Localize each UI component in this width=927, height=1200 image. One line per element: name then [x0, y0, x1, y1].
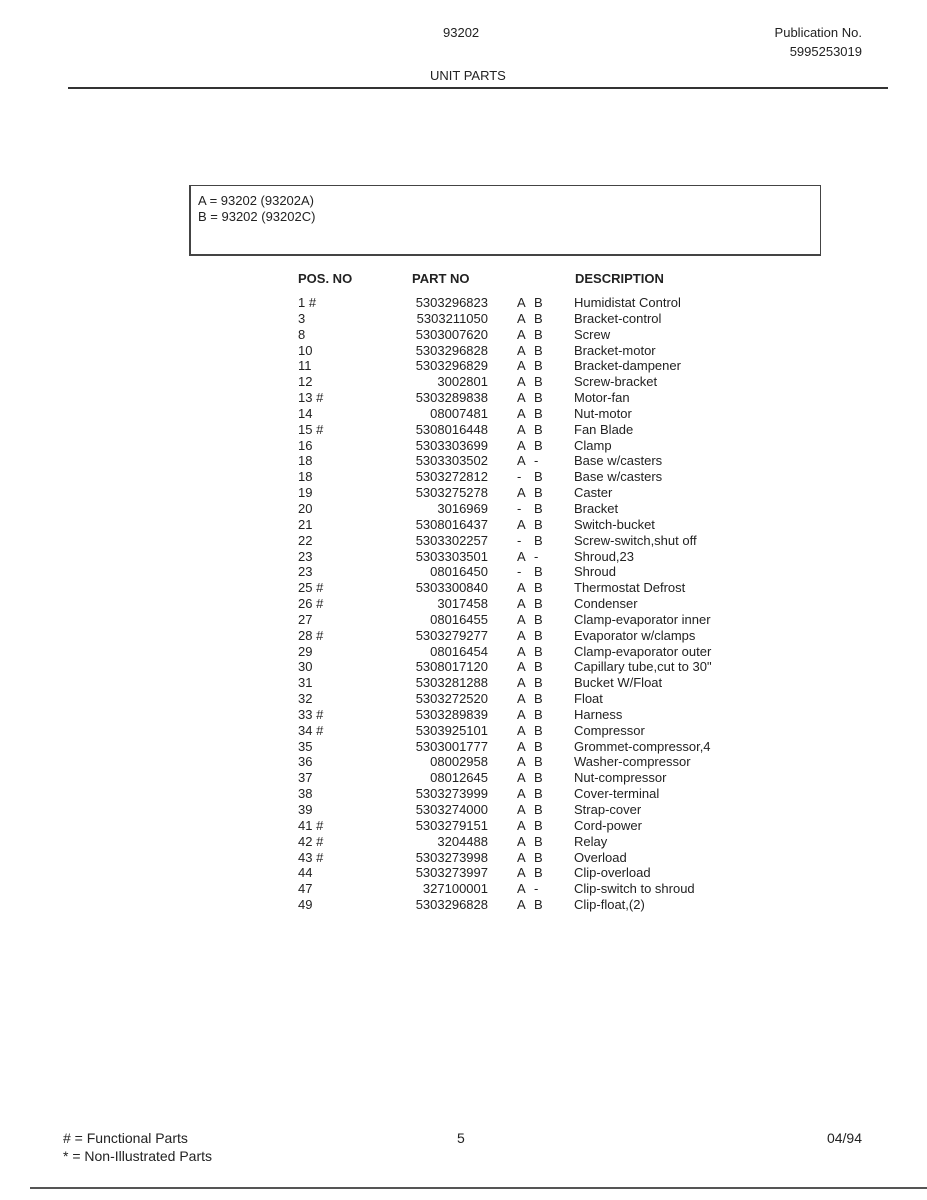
- model-a-cell: A: [517, 326, 526, 342]
- model-a-cell: A: [517, 770, 526, 786]
- pos-cell: 1 #: [298, 295, 317, 310]
- pos-cell: 23: [298, 564, 313, 580]
- part-number-cell: 5308016437: [415, 516, 488, 532]
- model-a-cell: A: [517, 643, 526, 659]
- pos-cell: 30: [298, 659, 313, 675]
- part-number-cell: 5303281288: [415, 675, 488, 691]
- pos-cell: 8: [298, 326, 306, 342]
- description-cell: Clamp-evaporator outer: [574, 643, 712, 659]
- model-number: 93202: [443, 25, 480, 40]
- pos-cell: 29: [298, 643, 313, 659]
- model-b-cell: B: [534, 754, 543, 770]
- table-row: [0, 343, 927, 359]
- part-number-cell: 5303925101: [415, 722, 488, 738]
- part-number-cell: 08012645: [430, 770, 488, 786]
- legend-line-a: A = 93202 (93202A): [198, 193, 315, 208]
- description-cell: Cover-terminal: [574, 786, 660, 802]
- description-cell: Clamp-evaporator inner: [574, 611, 711, 627]
- table-row: [0, 453, 927, 469]
- publication-label: Publication No.: [774, 25, 862, 40]
- description-cell: Caster: [574, 485, 613, 501]
- model-a-cell: A: [517, 849, 526, 865]
- model-b-cell: B: [534, 580, 543, 596]
- model-b-cell: B: [534, 437, 543, 453]
- pos-cell: 21: [298, 516, 313, 532]
- table-row: [0, 438, 927, 454]
- table-row: [0, 469, 927, 485]
- pos-cell: 44: [298, 865, 313, 881]
- table-row: [0, 691, 927, 707]
- part-number-cell: 327100001: [422, 881, 488, 897]
- model-a-cell: A: [517, 453, 526, 469]
- part-number-cell: 5303300840: [415, 580, 488, 596]
- model-a-cell: A: [517, 881, 526, 897]
- description-cell: Clip-overload: [574, 865, 651, 881]
- pos-cell: 12: [298, 374, 313, 390]
- description-cell: Switch-bucket: [574, 516, 655, 532]
- pos-cell: 11: [298, 358, 312, 374]
- pos-cell: 19: [298, 485, 313, 501]
- part-number-cell: 3017458: [437, 596, 488, 612]
- model-b-cell: B: [534, 596, 543, 612]
- pos-cell: 36: [298, 754, 313, 770]
- model-a-cell: A: [517, 390, 526, 406]
- model-a-cell: A: [517, 865, 526, 881]
- part-number-cell: 5308016448: [415, 421, 488, 437]
- model-b-cell: B: [534, 532, 543, 548]
- model-a-cell: A: [517, 516, 526, 532]
- description-cell: Clip-float,(2): [574, 897, 645, 913]
- part-number-cell: 5303296828: [415, 342, 488, 358]
- part-number-cell: 3204488: [437, 833, 488, 849]
- description-cell: Bucket W/Float: [574, 675, 663, 691]
- part-number-cell: 3016969: [437, 500, 488, 516]
- table-row: [0, 628, 927, 644]
- pos-cell: 42 #: [298, 833, 324, 849]
- table-row: [0, 327, 927, 343]
- model-a-cell: A: [517, 374, 526, 390]
- model-a-cell: A: [517, 437, 526, 453]
- model-b-cell: B: [534, 706, 543, 722]
- part-number-cell: 5303273999: [415, 786, 488, 802]
- table-row: [0, 596, 927, 612]
- pos-cell: 35: [298, 738, 313, 754]
- model-b-cell: B: [534, 802, 543, 817]
- table-row: [0, 549, 927, 565]
- table-row: [0, 818, 927, 834]
- pos-cell: 33 #: [298, 706, 324, 722]
- table-row: [0, 485, 927, 501]
- part-number-cell: 5303279151: [415, 817, 488, 833]
- model-b-cell: B: [534, 421, 543, 437]
- pos-cell: 22: [298, 532, 313, 548]
- table-row: [0, 311, 927, 327]
- description-cell: Float: [574, 691, 603, 707]
- footer-divider: [30, 1187, 927, 1189]
- part-number-cell: 08016450: [430, 564, 488, 580]
- part-number-cell: 5303296823: [415, 295, 488, 310]
- part-number-cell: 5303007620: [415, 326, 488, 342]
- model-a-cell: -: [517, 469, 522, 485]
- pos-cell: 10: [298, 342, 313, 358]
- model-b-cell: B: [534, 817, 543, 833]
- model-b-cell: B: [534, 326, 543, 342]
- column-header-part: PART NO: [412, 271, 470, 286]
- description-cell: Grommet-compressor,4: [574, 738, 711, 754]
- model-a-cell: A: [517, 722, 526, 738]
- model-b-cell: -: [534, 548, 539, 564]
- description-cell: Capillary tube,cut to 30": [574, 659, 712, 675]
- model-b-cell: B: [534, 849, 543, 865]
- part-number-cell: 3002801: [437, 374, 488, 390]
- table-row: [0, 897, 927, 913]
- pos-cell: 27: [298, 611, 313, 627]
- table-row: [0, 834, 927, 850]
- table-row: [0, 422, 927, 438]
- model-a-cell: A: [517, 754, 526, 770]
- model-b-cell: B: [534, 833, 543, 849]
- publication-date: 04/94: [826, 1130, 862, 1146]
- table-row: [0, 358, 927, 374]
- model-b-cell: B: [534, 659, 543, 675]
- model-a-cell: A: [517, 405, 526, 421]
- model-b-cell: B: [534, 485, 543, 501]
- pos-cell: 15 #: [298, 421, 324, 437]
- description-cell: Humidistat Control: [574, 295, 681, 310]
- model-b-cell: B: [534, 643, 543, 659]
- pos-cell: 28 #: [298, 627, 324, 643]
- model-b-cell: B: [534, 516, 543, 532]
- model-a-cell: A: [517, 833, 526, 849]
- part-number-cell: 5303211050: [416, 310, 488, 326]
- model-b-cell: B: [534, 295, 543, 310]
- model-a-cell: A: [517, 627, 526, 643]
- table-row: [0, 675, 927, 691]
- pos-cell: 34 #: [298, 722, 324, 738]
- model-a-cell: A: [517, 295, 526, 310]
- description-cell: Overload: [574, 849, 627, 865]
- table-row: [0, 754, 927, 770]
- table-row: [0, 881, 927, 897]
- part-number-cell: 5303272812: [415, 469, 488, 485]
- description-cell: Nut-motor: [574, 405, 632, 421]
- table-row: [0, 533, 927, 549]
- model-b-cell: B: [534, 722, 543, 738]
- model-b-cell: B: [534, 310, 543, 326]
- description-cell: Relay: [574, 833, 608, 849]
- description-cell: Bracket-dampener: [574, 358, 681, 374]
- table-row: [0, 295, 927, 311]
- part-number-cell: 5303274000: [415, 802, 488, 817]
- part-number-cell: 5303296828: [415, 897, 488, 913]
- table-row: [0, 723, 927, 739]
- description-cell: Nut-compressor: [574, 770, 667, 786]
- model-a-cell: A: [517, 691, 526, 707]
- part-number-cell: 5303303502: [415, 453, 488, 469]
- pos-cell: 47: [298, 881, 313, 897]
- model-b-cell: -: [534, 881, 539, 897]
- table-row: [0, 612, 927, 628]
- model-b-cell: -: [534, 453, 539, 469]
- footnote-functional: # = Functional Parts: [63, 1130, 188, 1146]
- table-row: [0, 580, 927, 596]
- table-row: [0, 390, 927, 406]
- part-number-cell: 5303303699: [415, 437, 488, 453]
- description-cell: Base w/casters: [574, 453, 663, 469]
- model-b-cell: B: [534, 469, 543, 485]
- page-number: 5: [457, 1130, 465, 1146]
- footnote-non-illustrated: * = Non-Illustrated Parts: [63, 1148, 213, 1164]
- table-row: [0, 374, 927, 390]
- model-legend-box: [189, 185, 821, 256]
- part-number-cell: 08016455: [430, 611, 488, 627]
- pos-cell: 16: [298, 437, 313, 453]
- model-a-cell: A: [517, 897, 526, 913]
- table-row: [0, 644, 927, 660]
- model-b-cell: B: [534, 738, 543, 754]
- model-b-cell: B: [534, 627, 543, 643]
- part-number-cell: 5303296829: [415, 358, 488, 374]
- model-b-cell: B: [534, 786, 543, 802]
- description-cell: Clamp: [574, 437, 612, 453]
- part-number-cell: 5303272520: [415, 691, 488, 707]
- description-cell: Condenser: [574, 596, 638, 612]
- pos-cell: 38: [298, 786, 313, 802]
- table-row: [0, 850, 927, 866]
- pos-cell: 13 #: [298, 390, 324, 406]
- pos-cell: 18: [298, 453, 313, 469]
- description-cell: Bracket-control: [574, 310, 662, 326]
- table-row: [0, 739, 927, 755]
- table-row: [0, 865, 927, 881]
- description-cell: Strap-cover: [574, 802, 642, 817]
- pos-cell: 3: [298, 310, 306, 326]
- model-a-cell: A: [517, 580, 526, 596]
- table-row: [0, 406, 927, 422]
- pos-cell: 41 #: [298, 817, 324, 833]
- model-b-cell: B: [534, 691, 543, 707]
- description-cell: Washer-compressor: [574, 754, 691, 770]
- model-a-cell: A: [517, 659, 526, 675]
- model-b-cell: B: [534, 342, 543, 358]
- pos-cell: 23: [298, 548, 313, 564]
- pos-cell: 37: [298, 770, 313, 786]
- part-number-cell: 5303001777: [415, 738, 488, 754]
- part-number-cell: 5303279277: [415, 627, 488, 643]
- model-b-cell: B: [534, 390, 543, 406]
- model-b-cell: B: [534, 405, 543, 421]
- model-a-cell: A: [517, 817, 526, 833]
- page-title: UNIT PARTS: [430, 68, 506, 83]
- description-cell: Screw-switch,shut off: [574, 532, 697, 548]
- model-b-cell: B: [534, 374, 543, 390]
- model-b-cell: B: [534, 500, 543, 516]
- part-number-cell: 5303273998: [415, 849, 488, 865]
- pos-cell: 14: [298, 405, 313, 421]
- description-cell: Evaporator w/clamps: [574, 627, 696, 643]
- description-cell: Base w/casters: [574, 469, 663, 485]
- model-a-cell: A: [517, 611, 526, 627]
- column-header-pos: POS. NO: [298, 271, 353, 286]
- model-b-cell: B: [534, 770, 543, 786]
- pos-cell: 25 #: [298, 580, 324, 596]
- model-b-cell: B: [534, 897, 543, 913]
- description-cell: Compressor: [574, 722, 645, 738]
- pos-cell: 26 #: [298, 596, 324, 612]
- model-a-cell: A: [517, 342, 526, 358]
- model-b-cell: B: [534, 611, 543, 627]
- part-number-cell: 5303273997: [415, 865, 488, 881]
- description-cell: Cord-power: [574, 817, 642, 833]
- table-row: [0, 659, 927, 675]
- pos-cell: 49: [298, 897, 313, 913]
- model-a-cell: A: [517, 421, 526, 437]
- model-a-cell: A: [517, 358, 526, 374]
- pos-cell: 18: [298, 469, 313, 485]
- model-a-cell: A: [517, 485, 526, 501]
- legend-line-b: B = 93202 (93202C): [198, 209, 316, 224]
- part-number-cell: 08016454: [430, 643, 488, 659]
- table-row: [0, 707, 927, 723]
- model-a-cell: A: [517, 786, 526, 802]
- table-row: [0, 564, 927, 580]
- description-cell: Bracket-motor: [574, 342, 656, 358]
- description-cell: Motor-fan: [574, 390, 630, 406]
- publication-number: 5995253019: [789, 44, 862, 59]
- description-cell: Screw: [574, 326, 611, 342]
- description-cell: Clip-switch to shroud: [574, 881, 695, 897]
- description-cell: Shroud: [574, 564, 616, 580]
- model-a-cell: A: [517, 675, 526, 691]
- model-b-cell: B: [534, 564, 543, 580]
- model-a-cell: -: [517, 564, 522, 580]
- table-row: [0, 802, 927, 818]
- part-number-cell: 08007481: [430, 405, 488, 421]
- header-divider: [68, 87, 888, 89]
- description-cell: Bracket: [574, 500, 619, 516]
- model-b-cell: B: [534, 675, 543, 691]
- model-a-cell: A: [517, 310, 526, 326]
- part-number-cell: 08002958: [430, 754, 488, 770]
- description-cell: Thermostat Defrost: [574, 580, 686, 596]
- part-number-cell: 5303303501: [415, 548, 488, 564]
- model-a-cell: -: [517, 532, 522, 548]
- pos-cell: 32: [298, 691, 313, 707]
- model-b-cell: B: [534, 358, 543, 374]
- table-row: [0, 786, 927, 802]
- pos-cell: 20: [298, 500, 313, 516]
- description-cell: Harness: [574, 706, 623, 722]
- model-b-cell: B: [534, 865, 543, 881]
- part-number-cell: 5303302257: [415, 532, 488, 548]
- part-number-cell: 5303275278: [415, 485, 488, 501]
- model-a-cell: A: [517, 738, 526, 754]
- model-a-cell: -: [517, 500, 522, 516]
- model-a-cell: A: [517, 802, 526, 817]
- part-number-cell: 5303289838: [415, 390, 488, 406]
- pos-cell: 43 #: [298, 849, 324, 865]
- parts-table: [0, 295, 927, 913]
- pos-cell: 31: [298, 675, 313, 691]
- column-header-description: DESCRIPTION: [575, 271, 664, 286]
- description-cell: Screw-bracket: [574, 374, 658, 390]
- model-a-cell: A: [517, 706, 526, 722]
- model-a-cell: A: [517, 596, 526, 612]
- description-cell: Shroud,23: [574, 548, 634, 564]
- table-row: [0, 501, 927, 517]
- part-number-cell: 5308017120: [415, 659, 488, 675]
- table-row: [0, 770, 927, 786]
- part-number-cell: 5303289839: [415, 706, 488, 722]
- table-row: [0, 517, 927, 533]
- model-a-cell: A: [517, 548, 526, 564]
- pos-cell: 39: [298, 802, 313, 817]
- description-cell: Fan Blade: [574, 421, 634, 437]
